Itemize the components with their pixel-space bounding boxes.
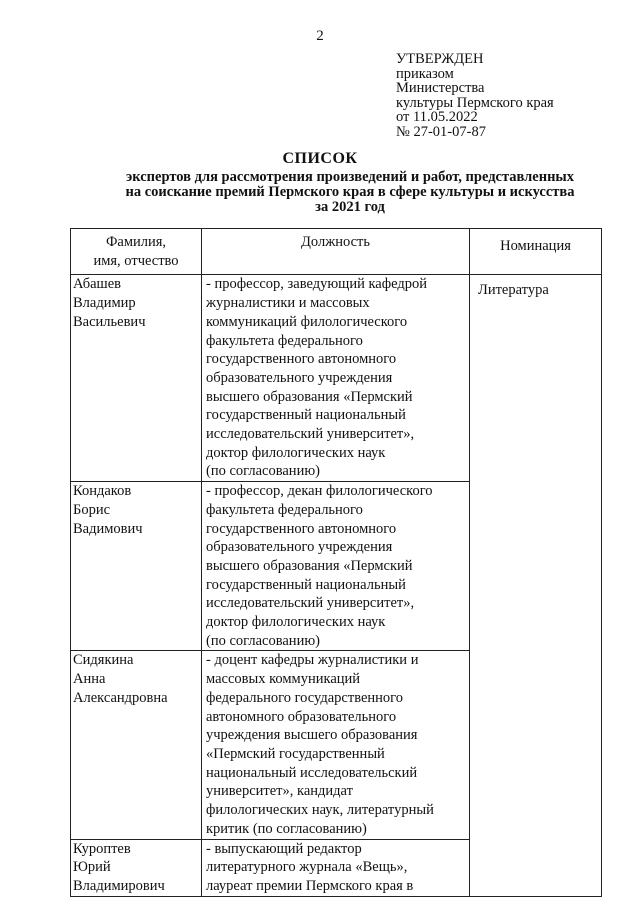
subtitle-line: на соискание премий Пермского края в сфере культуры и искусства <box>125 184 575 200</box>
name-line: Вадимович <box>73 520 143 537</box>
position-line: национальный исследовательский <box>206 764 418 781</box>
position-line: филологических наук, литературный <box>206 802 434 819</box>
header-position: Должность <box>202 229 470 275</box>
approval-line: УТВЕРЖДЕН <box>396 51 484 67</box>
expert-name <box>71 482 202 651</box>
name-line: Александровна <box>73 689 168 706</box>
document-title: СПИСОК <box>282 150 358 167</box>
expert-nomination: Литература <box>470 275 602 896</box>
position-line: автономного образовательного <box>206 708 397 725</box>
position-line: - выпускающий редактор <box>206 840 362 857</box>
position-line: государственного автономного <box>206 520 397 537</box>
table-header-row <box>71 229 602 275</box>
position-line: - профессор, заведующий кафедрой <box>206 276 428 293</box>
expert-name <box>71 275 202 482</box>
position-line: государственный национальный <box>206 576 406 593</box>
position-line: лауреат премии Пермского края в <box>206 877 414 894</box>
position-line: учреждения высшего образования <box>206 727 418 744</box>
position-line: федерального государственного <box>206 689 404 706</box>
position-line: (по согласованию) <box>206 632 320 649</box>
position-line: - профессор, декан филологического <box>206 483 433 500</box>
expert-position <box>202 275 470 482</box>
name-line: Васильевич <box>73 313 146 330</box>
position-line: литературного журнала «Вещь», <box>206 859 408 876</box>
approval-line: Министерства <box>396 80 485 96</box>
name-line: Кондаков <box>73 483 132 500</box>
name-line: Владимирович <box>73 877 165 894</box>
expert-position <box>202 839 470 896</box>
subtitle-line: за 2021 год <box>315 199 385 215</box>
position-line: государственный национальный <box>206 407 406 424</box>
expert-position <box>202 651 470 839</box>
position-line: исследовательский университет», <box>206 426 415 443</box>
expert-name <box>71 651 202 839</box>
position-line: факультета федерального <box>206 501 363 518</box>
name-line: Анна <box>73 671 106 688</box>
position-line: коммуникаций филологического <box>206 313 408 330</box>
approval-stamp <box>396 52 636 139</box>
position-line: образовательного учреждения <box>206 539 393 556</box>
position-line: журналистики и массовых <box>206 295 370 312</box>
header-nomination: Номинация <box>470 229 602 275</box>
approval-line: приказом <box>396 65 454 82</box>
header-name <box>71 229 202 275</box>
position-line: факультета федерального <box>206 332 363 349</box>
position-line: высшего образования «Пермский <box>206 388 413 405</box>
name-line: Владимир <box>73 295 136 312</box>
header-name-line: имя, отчество <box>93 252 179 269</box>
header-name-line: Фамилия, <box>105 234 167 250</box>
subtitle-line: экспертов для рассмотрения произведений и работ, представленных <box>125 169 575 185</box>
expert-name <box>71 839 202 896</box>
position-line: исследовательский университет», <box>206 595 415 612</box>
page-number: 2 <box>316 28 324 44</box>
position-line: доктор филологических наук <box>206 444 386 461</box>
position-line: - доцент кафедры журналистики и <box>206 652 419 669</box>
name-line: Куроптев <box>73 840 131 857</box>
name-line: Борис <box>73 501 111 518</box>
position-line: массовых коммуникаций <box>206 671 361 688</box>
position-line: (по согласованию) <box>206 463 320 480</box>
table-row <box>71 275 602 482</box>
approval-line: культуры Пермского края <box>396 94 554 111</box>
expert-position <box>202 482 470 651</box>
position-line: критик (по согласованию) <box>206 820 367 837</box>
approval-line: от 11.05.2022 <box>396 109 478 125</box>
approval-line: № 27-01-07-87 <box>396 123 486 140</box>
position-line: университет», кандидат <box>206 783 353 800</box>
name-line: Абашев <box>73 276 121 293</box>
position-line: доктор филологических наук <box>206 614 386 631</box>
position-line: государственного автономного <box>206 351 397 368</box>
position-line: «Пермский государственный <box>206 745 385 762</box>
experts-table <box>70 228 602 897</box>
position-line: образовательного учреждения <box>206 369 393 386</box>
name-line: Юрий <box>73 859 111 876</box>
position-line: высшего образования «Пермский <box>206 557 413 574</box>
document-subtitle <box>100 170 600 215</box>
name-line: Сидякина <box>73 652 134 669</box>
